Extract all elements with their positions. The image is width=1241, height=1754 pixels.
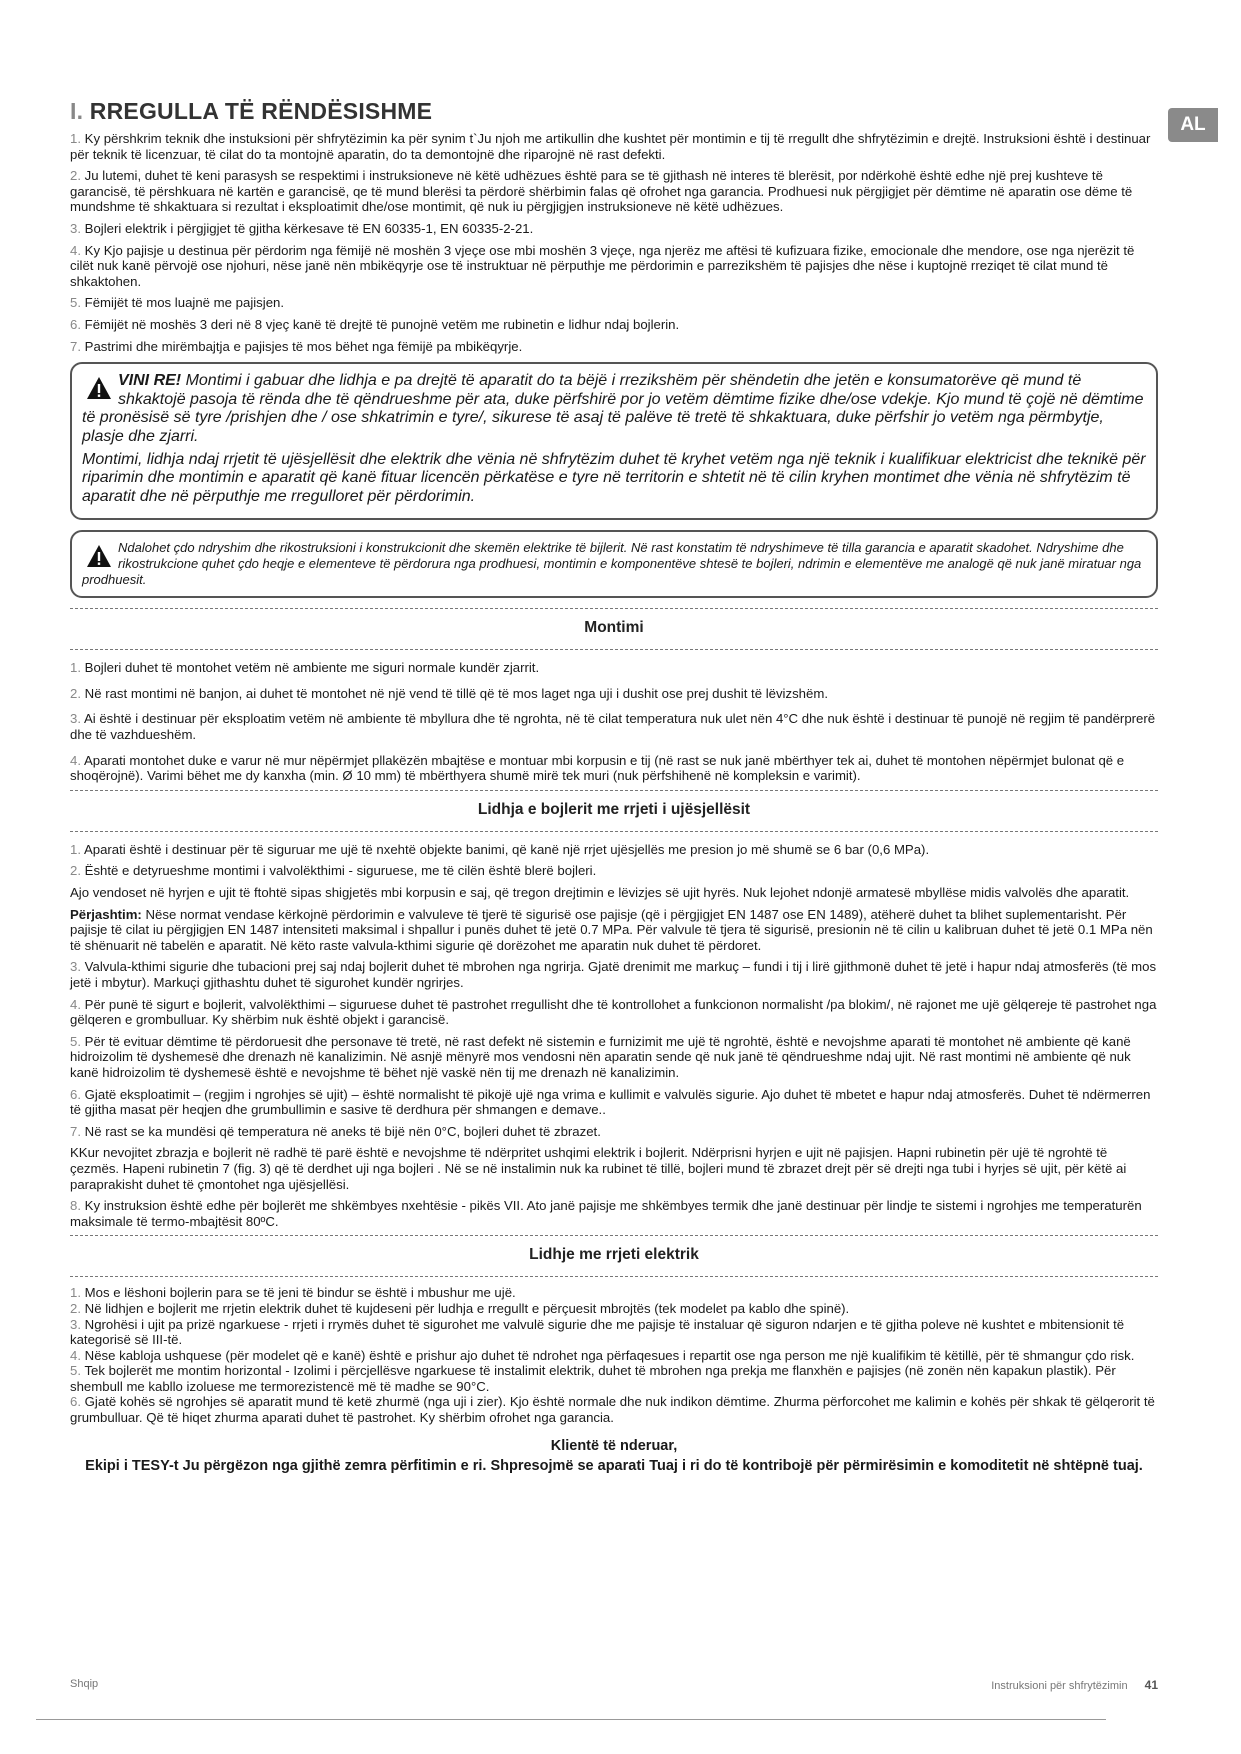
divider <box>70 649 1158 650</box>
section-title-water: Lidhja e bojlerit me rrjeti i ujësjellësit <box>477 800 751 818</box>
intro-item: 4. Ky Kjo pajisje u destinua për përdorim nga fëmijë në moshën 3 vjeçe ose mbi moshën 3 vjeçe, nga njerëz me aftësi të kufizuara fizike, emocionale dhe mendore, ose nga njerëzit të cilët nuk kanë përvojë ose njohuri, nëse janë nën mbikëqyrje ose të instruktuar në përputhje me përdorimin e parrezikshëm të pajisjes dhe nëse i kuptojnë rreziqet të cilat mund të shkaktohen. <box>70 242 1135 289</box>
list-item: 7. Në rast se ka mundësi që temperatura në aneks të bijë nën 0°C, bojleri duhet të zbrazet. <box>70 1123 601 1139</box>
list-item: 4. Nëse kabloja ushquese (për modelet që e kanë) është e prishur ajo duhet të ndrohet nga përfaqesues i repartit ose nga person me një kualifikim të këtillë, për të shmangur çdo risk. <box>70 1347 1135 1363</box>
language-tab: AL <box>1168 108 1218 142</box>
divider <box>70 1235 1158 1236</box>
list-item: 2. Është e detyrueshme montimi i valvolëkthimi - siguruese, me të cilën është blerë bojleri. <box>70 863 597 879</box>
list-item: 2. Në lidhjen e bojlerit me rrjetin elektrik duhet të kujdeseni për ludhja e rregullt e përçuesit mbrojtës (tek modelet pa kablo dhe spinë). <box>70 1300 850 1316</box>
divider <box>70 1276 1158 1277</box>
intro-item: 6. Fëmijët në moshës 3 deri në 8 vjeç kanë të drejtë të punojnë vetëm me rubinetin e lidhur ndaj bojlerin. <box>70 316 680 332</box>
warning-box-installation <box>70 362 1158 520</box>
intro-list <box>70 131 1158 354</box>
list-item: 4. Për punë të sigurt e bojlerit, valvolëkthimi – siguruese duhet të pastrohet rregullisht dhe të kontrollohet a funkcionon normalisht /pa blokim/, në rajonet me ujë gëlqereje të pastrohet nga gëlqeren e grombulluar. Ky shërbim nuk është objekt i garancisë. <box>70 996 1157 1028</box>
intro-item: 3. Bojleri elektrik i përgjigjet të gjitha kërkesave të EN 60335-1, EN 60335-2-21. <box>70 220 534 236</box>
divider <box>70 831 1158 832</box>
water-list <box>70 842 1158 1229</box>
warning-text-2: Montimi, lidhja ndaj rrjetit të ujësjellësit dhe elektrik dhe vënia në shfrytëzim duhet të kryhet vetëm nga një teknik i kualifikuar elektricist dhe teknikë për riparimin dhe montimin e aparatit që kanë fituar licencën përkatëse e tyre në territorin e shtetit në të cilin kryhen montimet dhe vënia në shfrytëzim të aparatit dhe në përputhje me rregulloret për përdorimin. <box>82 450 1146 505</box>
page-title: I. RREGULLA TË RËNDËSISHME <box>70 98 433 124</box>
electric-list <box>70 1285 1158 1425</box>
list-item: 3. Ai është i destinuar për eksploatim vetëm në ambiente të mbyllura dhe të ngrohta, në të cilat temperatura nuk ulet nën 4°C dhe nuk është i destinuar të punojë në regjim të pandërprerë dhe të vazhdueshëm. <box>70 711 1156 743</box>
closing-message: Ekipi i TESY-t Ju përgëzon nga gjithë zemra përfitimin e ri. Shpresojmë se aparati Tuaj i ri do të kontribojë për përmirësimin e komoditetit në shtëpnë tuaj. <box>85 1457 1143 1474</box>
warning-triangle-icon <box>86 544 112 568</box>
page-footer <box>70 1678 1158 1690</box>
list-item: 3. Ngrohësi i ujit pa prizë ngarkuese - rrjeti i rrymës duhet të sigurohet me valvulë sigurie dhe me pajisje të instaluar që siguron ndarjen e të gjitha poleve në kushtet e mbitensionit të kategorisë së III-të. <box>70 1316 1125 1348</box>
intro-item: 5. Fëmijët të mos luajnë me pajisjen. <box>70 295 285 311</box>
list-item: 5. Tek bojlerët me montim horizontal - Izolimi i përcjellësve ngarkuese të instalimit elektrik, duhet të mbrohen nga prekja me flanxhën e pajisjes (në zonën nën kapakun plastik). Për shembull me kabllo izoluese me termorezistencë më të madhe se 90°C. <box>70 1363 1116 1394</box>
page-number: 41 <box>1144 1678 1158 1692</box>
footer-language: Shqip <box>70 1678 99 1690</box>
list-item: 1. Mos e lëshoni bojlerin para se të jeni të bindur se është i mbushur me ujë. <box>70 1285 516 1301</box>
list-item: 1. Bojleri duhet të montohet vetëm në ambiente me siguri normale kundër zjarrit. <box>70 660 540 676</box>
list-item: Përjashtim: Nëse normat vendase kërkojnë përdorimin e valvuleve të tjerë të sigurisë ose pajisje (që i përgjigjet EN 1487 ose EN 1489), atëherë duhet ta blihet suplementarisht. Për pajisje të cilat iu përgjigjen EN 1487 intensiteti maksimal i shpallur i punës duhet të jetë 0.7 MPa. Për valvule të tjera të sigurisë, presionin në të cilin u kalibruan duhet të jetë 0.1 MPa nën të shënuarit në tabelën e aparatit. Në këto raste valvula-kthimi sigurie që dorëzohet me aparatin nuk duhet të përdoret. <box>70 906 1153 953</box>
divider <box>70 790 1158 791</box>
closing-greeting: Klientë të nderuar, <box>550 1437 678 1454</box>
intro-item: 2. Ju lutemi, duhet të keni parasysh se respektimi i instruksioneve në këtë udhëzues është para se të gjithash në interes të blerësit, por ndërkohë është edhe një prej kushteve të garancisë, të përshkuara në kartën e garancisë, qe të mund blerësi ta përdorë shërbimin falas që ofrohet nga garancia. Prodhuesi nuk përgjigjet për dëmtime në aparatin ose dëme të mundshme të shkaktuara si rezultat i eksploatimit dhe/ose montimit, që nuk iu përgjigjen instruksioneve në këtë udhëzues. <box>70 168 1133 215</box>
divider <box>70 608 1158 609</box>
footer-rule <box>36 1719 1106 1720</box>
footer-doc-title: Instruksioni për shfrytëzimin <box>991 1680 1128 1692</box>
warning-text-1: VINI RE! Montimi i gabuar dhe lidhja e pa drejtë të aparatit do ta bëjë i rrezikshëm për shëndetin dhe jetën e konsumatorëve që mund të shkaktojë pasoja të rënda dhe të qëndrueshme për ata, duke përfshirë por jo vetëm dëmtime fizike dhe/ose vdekje. Kjo mund të çojë në dëmtime të pronësisë së tyre /prishjen dhe / ose shkatrimin e tyre/, sikurese të asaj të palëve të tretë të shkaktuara, duke përfshir jo vetëm nga përmbytje, plasje dhe zjarri. <box>82 372 1144 445</box>
list-item: 6. Gjatë kohës së ngrohjes së aparatit mund të ketë zhurmë (nga uji i zier). Kjo është normale dhe nuk indikon dëmtime. Zhurma përforcohet me kalimin e kohës për shkak të gëlqerorit të grumbulluar. Që të hiqet zhurma aparati duhet të pastrohet. Ky shërbim ofrohet nga garancia. <box>70 1394 1155 1426</box>
list-item: Ajo vendoset në hyrjen e ujit të ftohtë sipas shigjetës mbi korpusin e saj, që tregon drejtimin e lëvizjes së ujit hyrës. Nuk lejohet ndonjë armatesë mbyllëse midis valvolës dhe aparatit. <box>70 885 1130 901</box>
page-content <box>70 98 1158 1478</box>
list-item: 5. Për të evituar dëmtime të përdoruesit dhe personave të tretë, në rast defekt në sistemin e furnizimit me ujë të ngrohtë, është e nevojshme aparati të montohet në ambiente që kanë hidroizolim të dyshemesë dhe drenazh në kanalizimin. Në asnjë mënyrë mos vendosni nën aparatin sende që nuk janë të qëndrueshme ndaj ujit. Në rast montimi në ambiente që nuk kanë hidroizolim të dyshemesë është e nevojshme të bëhet një vaskë nën tij me drenazh në kanalizimin. <box>70 1033 1131 1080</box>
montimi-list <box>70 660 1158 784</box>
warning-text-modification: Ndalohet çdo ndryshim dhe rikostruksioni i konstrukcionit dhe skemën elektrike të bijlerit. Në rast konstatim të ndryshimeve të tilla garancia e aparatit skadohet. Ndryshime dhe rikostrukcione quhet çdo heqje e elementeve të përdorura nga prodhuesi, montimin e komponentëve shtesë te bojleri, ndrimin e elementëve me analogë që nuk janë miratuar nga prodhuesit. <box>82 540 1142 588</box>
intro-item: 7. Pastrimi dhe mirëmbajtja e pajisjes të mos bëhet nga fëmijë pa mbikëqyrje. <box>70 338 523 354</box>
list-item: 3. Valvula-kthimi sigurie dhe tubacioni prej saj ndaj bojlerit duhet të mbrohen nga ngrirja. Gjatë drenimit me markuç – fundi i tij i lirë gjithmonë duhet të jetë i hapur ndaj atmosferës (të mos jetë i mbytur). Markuçi gjithashtu duhet të sigurohet kundër ngrirjes. <box>70 959 1157 990</box>
warning-box-modification <box>70 530 1158 598</box>
list-item: 1. Aparati është i destinuar për të siguruar me ujë të nxehtë objekte banimi, që kanë një rrjet ujësjellës me presion jo më shumë se 6 bar (0,6 MPa). <box>70 841 930 857</box>
list-item: KKur nevojitet zbrazja e bojlerit në radhë të parë është e nevojshme të ndërpritet ushqimi elektrik i bojlerit. Ndërprisni hyrjen e ujit në pajisjen. Hapni rubinetin për ujë të ngrohtë të çezmës. Hapeni rubinetin 7 (fig. 3) që të derdhet uji nga bojleri . Në se në instalimin nuk ka rubinet të tillë, bojleri mund të zbrazet drejt për së drejti nga tubi i hyrjes së ujit, për këtë ai paraprakisht duhet të çmontohet nga ujësjellësi. <box>70 1145 1127 1192</box>
list-item: 8. Ky instruksion është edhe për bojlerët me shkëmbyes nxehtësie - pikës VII. Ato janë pajisje me shkëmbyes termik dhe janë destinuar për lindje te sistemi i ngrohjes me temperaturën maksimale të termo-mbajtësit 80ºC. <box>70 1198 1142 1229</box>
list-item: 4. Aparati montohet duke e varur në mur nëpërmjet pllakëzën mbajtëse e montuar mbi korpusin e tij (në rast se nuk janë mbërthyer tek ai, duhet të montohen nëpërmjet bulonat që e shoqërojnë). Varimi bëhet me dy kanxha (min. Ø 10 mm) të mbërthyera shumë mirë tek muri (nuk përfshihenë në kompleksin e varimit). <box>70 752 1125 784</box>
list-item: 6. Gjatë eksploatimit – (regjim i ngrohjes së ujit) – është normalisht të pikojë ujë nga vrima e kullimit e valvulës sigurie. Ajo duhet të mbetet e hapur ndaj atmosferës. Duhet të ndërmerren të gjitha masat për heqjen dhe grumbullimin e sasive të derdhura për shmangen e demave.. <box>70 1086 1151 1118</box>
warning-triangle-icon <box>86 376 112 400</box>
list-item: 2. Në rast montimi në banjon, ai duhet të montohet në një vend të tillë që të mos laget nga uji i dushit ose prej dushit të lëvizshëm. <box>70 685 828 701</box>
intro-item: 1. Ky përshkrim teknik dhe instuksioni për shfrytëzimin ka për synim t`Ju njoh me artikullin dhe kushtet për montimin e tij të rregullt dhe shfrytëzimin e drejtë. Instruksioni është i destinuar për teknik të licenzuar, të cilat do ta montojnë aparatin, do ta demontojnë dhe riparojnë në rast defekti. <box>70 131 1151 162</box>
section-title-montimi: Montimi <box>584 619 644 637</box>
section-title-electric: Lidhje me rrjeti elektrik <box>529 1246 699 1264</box>
